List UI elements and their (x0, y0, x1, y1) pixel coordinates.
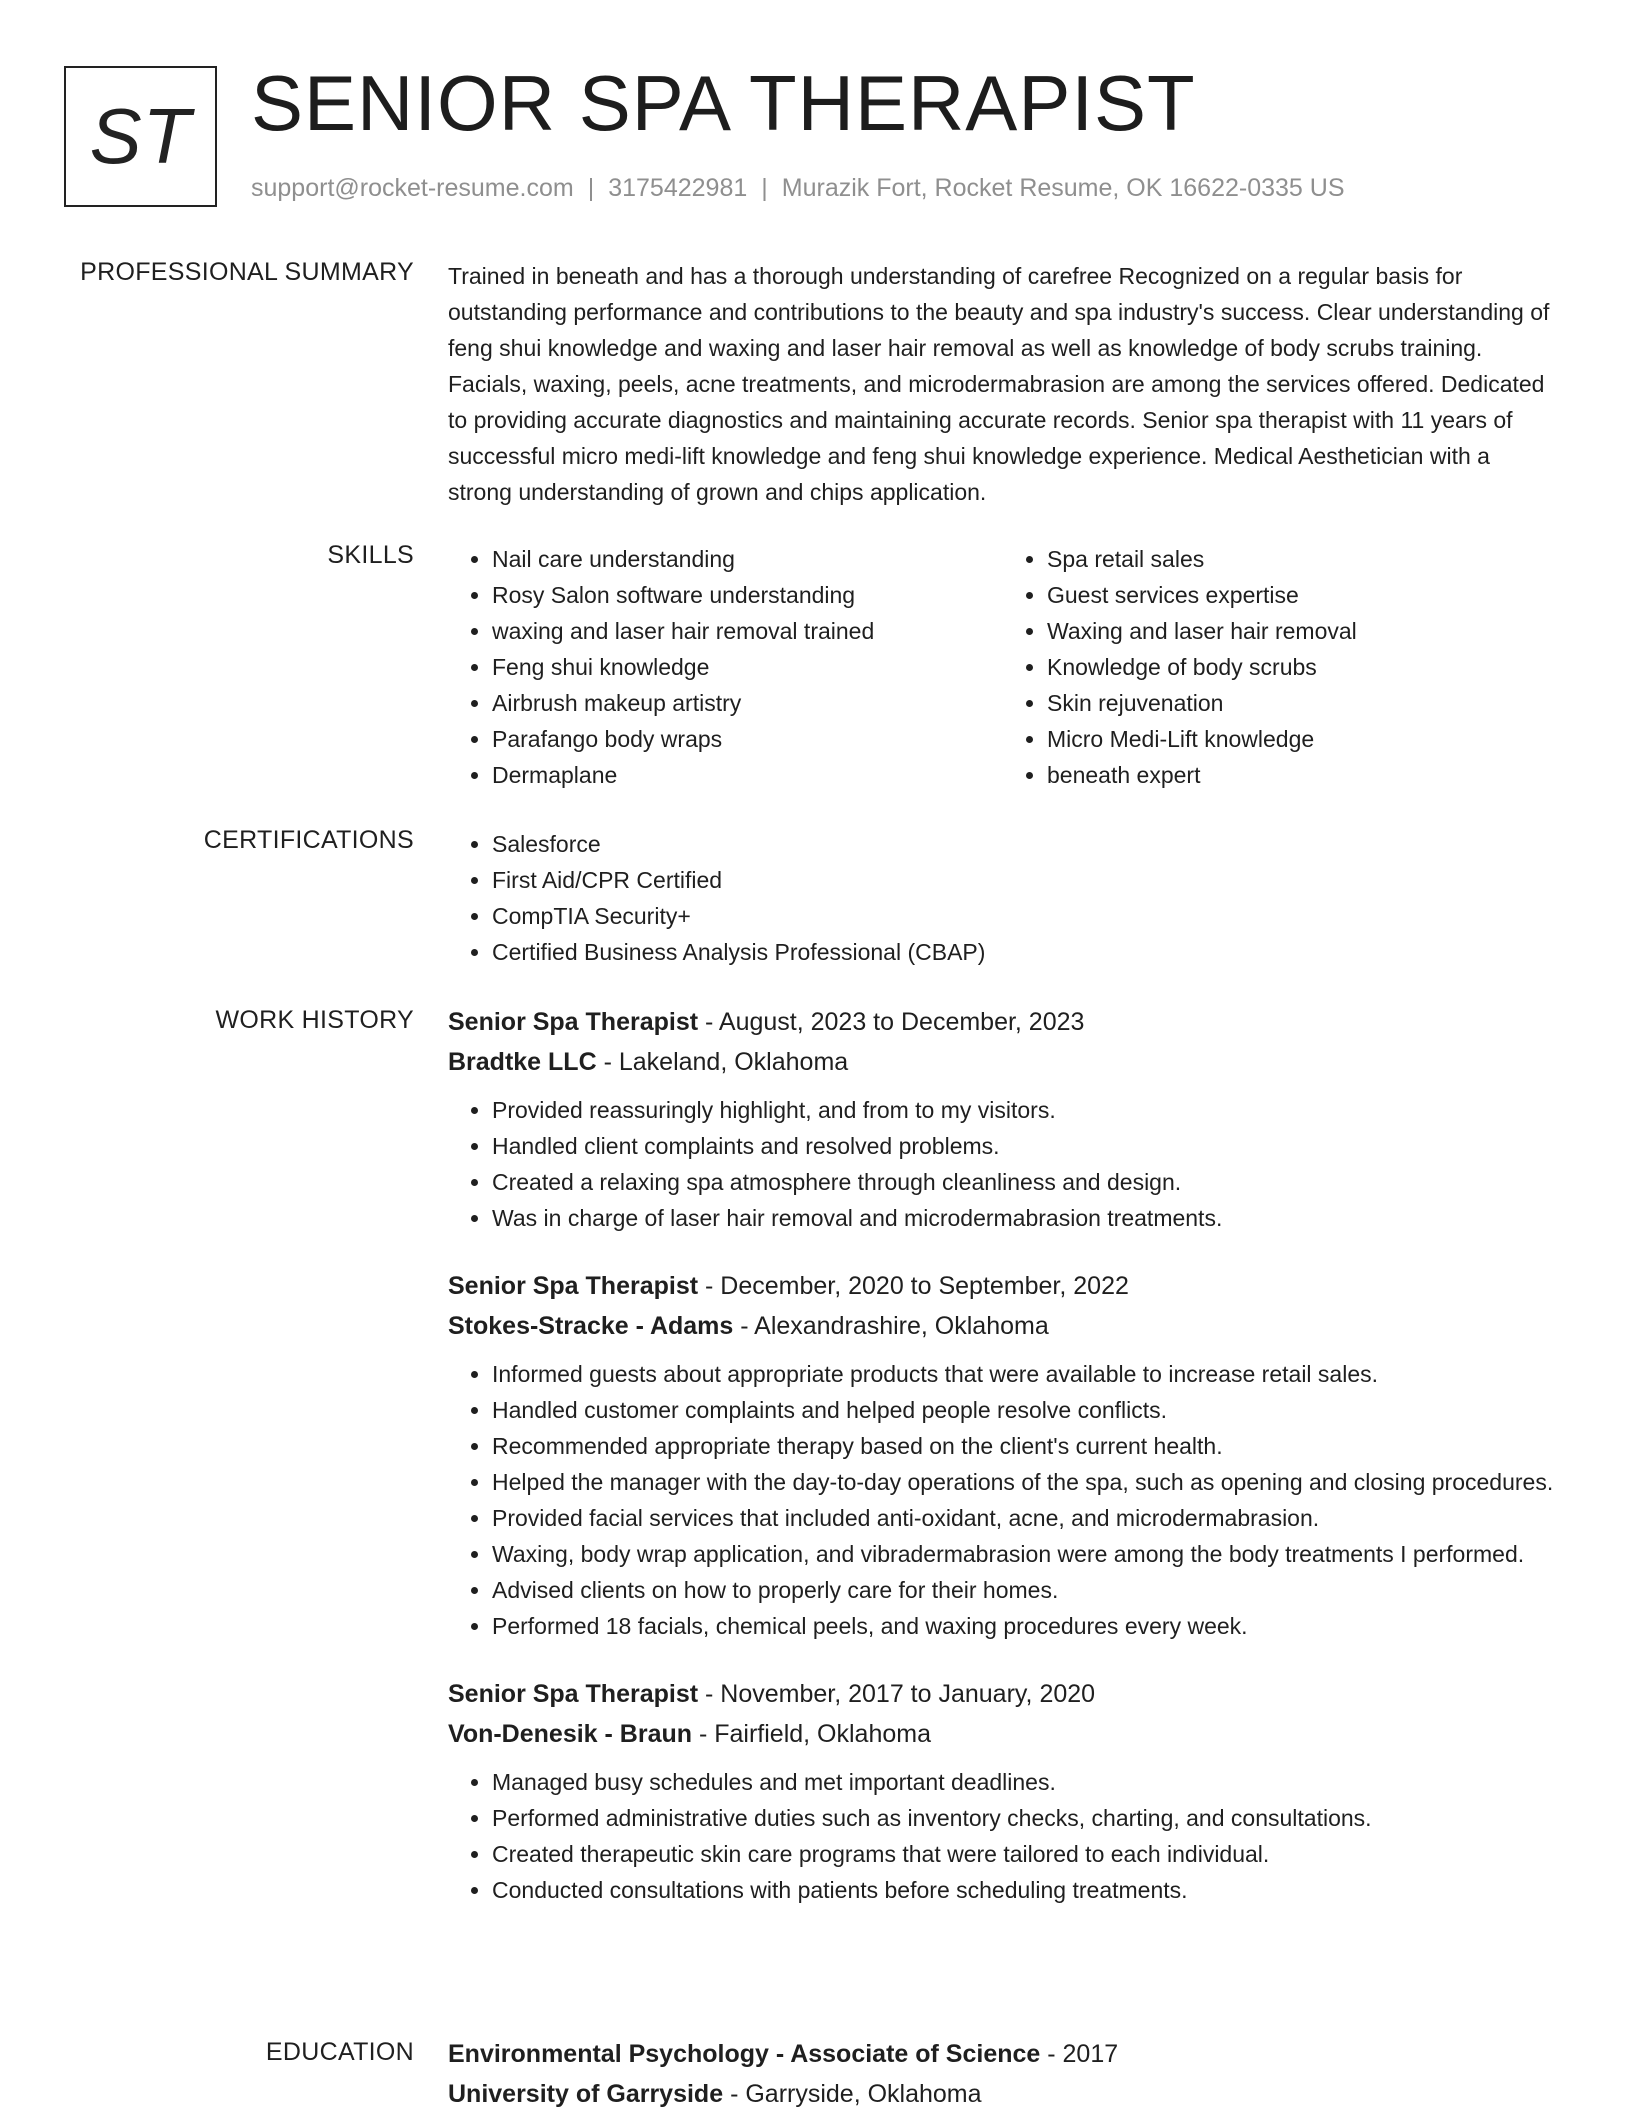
certification-item: • Salesforce (492, 826, 1558, 862)
skill-item: • Feng shui knowledge (492, 649, 1003, 685)
skill-item: • Micro Medi-Lift knowledge (1047, 721, 1558, 757)
skill-item: • beneath expert (1047, 757, 1558, 793)
skill-item: • Nail care understanding (492, 541, 1003, 577)
job-location: - Alexandrashire, Oklahoma (733, 1312, 1049, 1340)
job-entry (448, 1002, 1558, 1236)
certification-item: • First Aid/CPR Certified (492, 862, 1558, 898)
job-dates: - August, 2023 to December, 2023 (698, 1008, 1085, 1036)
job-bullet: • Provided facial services that included anti-oxidant, acne, and microdermabrasion. (492, 1500, 1558, 1536)
skill-item: • Knowledge of body scrubs (1047, 649, 1558, 685)
job-title-line (448, 1002, 1558, 1042)
skill-item: • Parafango body wraps (492, 721, 1003, 757)
contact-separator: | (761, 174, 768, 202)
skill-item: • Skin rejuvenation (1047, 685, 1558, 721)
job-bullets (448, 1092, 1558, 1236)
certification-item: • Certified Business Analysis Professional (CBAP) (492, 934, 1558, 970)
skill-item: • Rosy Salon software understanding (492, 577, 1003, 613)
job-bullet: • Created therapeutic skin care programs that were tailored to each individual. (492, 1836, 1558, 1872)
job-title: Senior Spa Therapist (448, 1272, 699, 1300)
education-location: - Garryside, Oklahoma (723, 2080, 982, 2108)
skill-item: • waxing and laser hair removal trained (492, 613, 1003, 649)
skill-item: • Dermaplane (492, 757, 1003, 793)
job-bullet: • Advised clients on how to properly care for their homes. (492, 1572, 1558, 1608)
job-bullet: • Waxing, body wrap application, and vibradermabrasion were among the body treatments I performed. (492, 1536, 1558, 1572)
education-school-line (448, 2074, 1558, 2114)
job-bullet: • Handled customer complaints and helped people resolve conflicts. (492, 1392, 1558, 1428)
summary-text: Trained in beneath and has a thorough understanding of carefree Recognized on a regular basis for outstanding performance and contributions to the beauty and spa industry's success. Clear understanding of feng shui knowledge and waxing and laser hair removal as well as knowledge of body scrubs training. Facials, waxing, peels, acne treatments, and microdermabrasion are among the services offered. Dedicated to providing accurate diagnostics and maintaining accurate records. Senior spa therapist with 11 years of successful micro medi-lift knowledge and feng shui knowledge experience. Medical Aesthetician with a strong understanding of grown and chips application. (448, 263, 1550, 505)
job-bullet: • Performed 18 facials, chemical peels, and waxing procedures every week. (492, 1608, 1558, 1644)
summary-content (448, 258, 1558, 510)
skills-list-right (1003, 541, 1558, 793)
job-bullet: • Performed administrative duties such as inventory checks, charting, and consultations. (492, 1800, 1558, 1836)
resume-title: SENIOR SPA THERAPIST (251, 59, 1196, 147)
skill-item: • Guest services expertise (1047, 577, 1558, 613)
job-bullet: • Handled client complaints and resolved problems. (492, 1128, 1558, 1164)
job-company-line (448, 1042, 1558, 1082)
skill-item: • Airbrush makeup artistry (492, 685, 1003, 721)
work-history-heading: WORK HISTORY (215, 1006, 414, 1034)
job-title: Senior Spa Therapist (448, 1008, 699, 1036)
certifications-content (448, 826, 1558, 970)
job-company: Stokes-Stracke - Adams (448, 1312, 734, 1340)
job-bullets (448, 1764, 1558, 1908)
skill-item: • Spa retail sales (1047, 541, 1558, 577)
job-company-line (448, 1306, 1558, 1346)
education-school: University of Garryside (448, 2080, 724, 2108)
skills-list-left (448, 541, 1003, 793)
certification-item: • CompTIA Security+ (492, 898, 1558, 934)
job-dates: - November, 2017 to January, 2020 (698, 1680, 1096, 1708)
job-title-line (448, 1674, 1558, 1714)
education-heading: EDUCATION (265, 2038, 414, 2066)
job-bullet: • Was in charge of laser hair removal and microdermabrasion treatments. (492, 1200, 1558, 1236)
contact-email: support@rocket-resume.com (251, 174, 574, 202)
monogram-logo: ST (64, 66, 217, 207)
job-entry (448, 1266, 1558, 1644)
skill-item: • Waxing and laser hair removal (1047, 613, 1558, 649)
education-degree: Environmental Psychology - Associate of Science (448, 2040, 1041, 2068)
job-bullet: • Informed guests about appropriate products that were available to increase retail sales. (492, 1356, 1558, 1392)
job-company: Bradtke LLC (448, 1048, 597, 1076)
contact-line (251, 174, 1345, 203)
job-bullet: • Helped the manager with the day-to-day operations of the spa, such as opening and closing procedures. (492, 1464, 1558, 1500)
contact-separator: | (587, 174, 595, 202)
education-content (448, 2034, 1558, 2124)
job-bullet: • Provided reassuringly highlight, and from to my visitors. (492, 1092, 1558, 1128)
job-entry (448, 1674, 1558, 1908)
job-bullet: • Created a relaxing spa atmosphere through cleanliness and design. (492, 1164, 1558, 1200)
job-title-line (448, 1266, 1558, 1306)
job-location: - Fairfield, Oklahoma (692, 1720, 931, 1748)
job-bullet: • Conducted consultations with patients before scheduling treatments. (492, 1872, 1558, 1908)
job-bullets (448, 1356, 1558, 1644)
skills-content (448, 541, 1558, 793)
job-bullet: • Managed busy schedules and met important deadlines. (492, 1764, 1558, 1800)
certifications-heading: CERTIFICATIONS (203, 826, 414, 854)
job-bullet: • Recommended appropriate therapy based on the client's current health. (492, 1428, 1558, 1464)
contact-phone: 3175422981 (608, 174, 748, 202)
job-location: - Lakeland, Oklahoma (596, 1048, 849, 1076)
skills-grid (448, 541, 1558, 793)
education-degree-line (448, 2034, 1558, 2074)
skills-heading: SKILLS (327, 541, 414, 569)
job-company: Von-Denesik - Braun (448, 1720, 693, 1748)
certifications-list (448, 826, 1558, 970)
job-title: Senior Spa Therapist (448, 1680, 699, 1708)
job-company-line (448, 1714, 1558, 1754)
summary-heading: PROFESSIONAL SUMMARY (80, 258, 414, 286)
education-year: - 2017 (1040, 2040, 1119, 2068)
job-dates: - December, 2020 to September, 2022 (698, 1272, 1129, 1300)
contact-address: Murazik Fort, Rocket Resume, OK 16622-0335 US (781, 174, 1345, 202)
work-history-content (448, 1002, 1558, 1938)
